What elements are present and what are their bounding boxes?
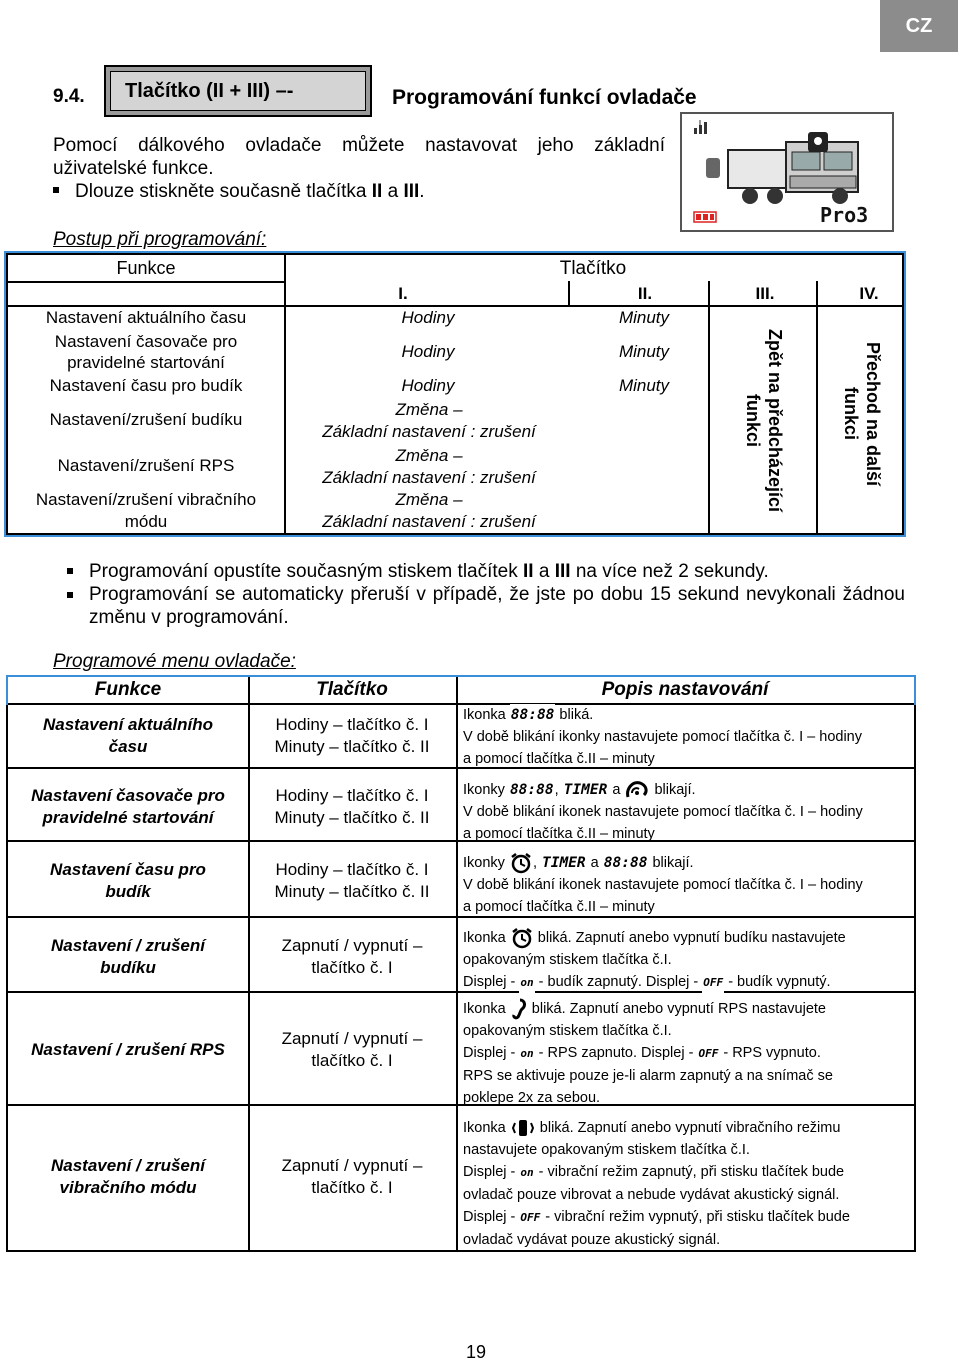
t1-col3-text: Zpět na předcházející funkci bbox=[743, 329, 785, 513]
t2-row6-button: Zapnutí / vypnutí – tlačítko č. I bbox=[281, 1156, 423, 1197]
t1-row6-a: Změna – bbox=[395, 490, 463, 509]
section-button-title: Tlačítko (II + III) –- bbox=[110, 71, 366, 111]
t1-row5-a: Změna – bbox=[395, 446, 463, 465]
t1-row2-function-2: pravidelné startování bbox=[67, 353, 225, 372]
bullet-key2: III bbox=[403, 181, 420, 202]
t1-row3-c1: Hodiny bbox=[401, 376, 455, 395]
section-title: Programování funkcí ovladače bbox=[392, 86, 697, 109]
t2-row1-button: Hodiny – tlačítko č. I Minuty – tlačítko č. II bbox=[274, 715, 430, 756]
bullet-icon bbox=[67, 568, 73, 574]
t2-head-button: Tlačítko bbox=[316, 679, 388, 700]
t2-row5-button: Zapnutí / vypnutí – tlačítko č. I bbox=[281, 1029, 423, 1070]
note1-mid: a bbox=[533, 561, 555, 582]
intro-paragraph bbox=[53, 134, 665, 203]
vibration-icon bbox=[510, 1117, 536, 1139]
t2-row1-description: Ikonka 88:88 bliká. V době blikání ikonky nastavujete pomocí tlačítka č. I – hodiny a pomocí tlačítka č.II – minuty bbox=[463, 704, 908, 770]
note1-key1: II bbox=[523, 561, 534, 582]
t1-head-button: Tlačítko bbox=[559, 258, 627, 279]
t2-row5-description: Ikonka bliká. Zapnutí anebo vypnutí RPS nastavujete opakovaným stiskem tlačítka č.I. Displej - on - RPS zapnuto. Displej - OFF - RPS vypnuto. RPS se aktivuje pouze je-li alarm zapnutý a na snímač se poklepe 2x za sebou. bbox=[463, 998, 908, 1109]
bullet-key1: II bbox=[371, 181, 383, 202]
notes bbox=[67, 560, 905, 629]
t1-row5-b: Základní nastavení : zrušení bbox=[322, 468, 536, 487]
note1-text: Programování opustíte současným stiskem tlačítek bbox=[89, 561, 524, 582]
alarm-clock-icon bbox=[509, 852, 533, 874]
note-2 bbox=[67, 583, 905, 629]
bullet-end: . bbox=[419, 181, 425, 202]
lcd-text: Pro3 bbox=[820, 203, 869, 227]
t1-row2-c2: Minuty bbox=[618, 342, 670, 361]
note1-end: na více než 2 sekundy. bbox=[570, 561, 769, 582]
program-menu-table bbox=[6, 675, 916, 1252]
on-lcd-icon: on bbox=[519, 1043, 534, 1065]
remote-display-image bbox=[680, 112, 894, 232]
bullet-icon bbox=[53, 187, 59, 193]
off-lcd-icon: OFF bbox=[702, 972, 724, 994]
button-function-table bbox=[6, 253, 904, 535]
rps-sensor-icon bbox=[510, 998, 528, 1020]
t2-row4-button: Zapnutí / vypnutí – tlačítko č. I bbox=[281, 936, 423, 977]
bullet-text: Dlouze stiskněte současně tlačítka bbox=[75, 181, 372, 202]
t1-row5-function: Nastavení/zrušení RPS bbox=[57, 456, 235, 475]
t2-row4-description: Ikonka bliká. Zapnutí anebo vypnutí budíku nastavujete opakovaným stiskem tlačítka č.I. Displej - on - budík zapnutý. Displej - OFF - budík vypnutý. bbox=[463, 927, 908, 994]
t1-row3-function: Nastavení času pro budík bbox=[49, 376, 243, 395]
t2-header bbox=[8, 677, 914, 703]
alarm-clock-icon bbox=[510, 927, 534, 949]
t2-row3-button: Hodiny – tlačítko č. I Minuty – tlačítko č. II bbox=[274, 860, 430, 901]
section-button-box bbox=[104, 65, 372, 117]
on-lcd-icon: on bbox=[519, 1162, 534, 1184]
t1-row6-function-1: Nastavení/zrušení vibračního bbox=[35, 490, 257, 509]
t1-row2-c1: Hodiny bbox=[401, 342, 455, 361]
t2-row4-function: Nastavení / zrušení budíku bbox=[50, 936, 205, 977]
off-lcd-icon: OFF bbox=[519, 1207, 541, 1229]
t2-row2-button: Hodiny – tlačítko č. I Minuty – tlačítko č. II bbox=[274, 786, 430, 827]
t2-row6-function: Nastavení / zrušení vibračního módu bbox=[50, 1156, 205, 1197]
t2-row1-function: Nastavení aktuálního času bbox=[42, 715, 214, 756]
timer-lcd-icon: TIMER bbox=[563, 779, 609, 801]
t2-head-function: Funkce bbox=[94, 679, 162, 700]
t1-row1-c2: Minuty bbox=[618, 308, 670, 327]
section-number: 9.4. bbox=[53, 86, 85, 107]
t2-row6-description: Ikonka bliká. Zapnutí anebo vypnutí vibračního režimu nastavujete opakovaným stiskem tlačítka č.I. Displej - on - vibrační režim zapnutý, při stisku tlačítek bude ovladač pouze vibrovat a nebude vydávat akustický signál. Displej - OFF - vibrační režim vypnutý, při stisku tlačítek bude ovladač vydávat pouze akustický signál. bbox=[463, 1117, 908, 1251]
t1-row2-function-1: Nastavení časovače pro bbox=[54, 332, 238, 351]
note2-text: Programování se automaticky přeruší v případě, že jste po dobu 15 sekund nevykonali žádnou změnu v programování. bbox=[89, 584, 905, 628]
clock-lcd-icon: 88:88 bbox=[603, 852, 649, 874]
t1-col-1: I. bbox=[398, 284, 408, 303]
t1-row6-function-2: módu bbox=[124, 512, 168, 531]
t1-row4-a: Změna – bbox=[395, 400, 463, 419]
t2-row2-description: Ikonky 88:88, TIMER a blikají. V době blikání ikonek nastavujete pomocí tlačítka č. I – hodiny a pomocí tlačítka č.II – minuty bbox=[463, 779, 908, 845]
menu-heading: Programové menu ovladače: bbox=[53, 651, 296, 672]
t1-row3-c2: Minuty bbox=[618, 376, 670, 395]
off-lcd-icon: OFF bbox=[697, 1043, 719, 1065]
note1-key2: III bbox=[554, 561, 571, 582]
note-1 bbox=[67, 560, 905, 583]
bullet-icon bbox=[67, 592, 73, 598]
t2-row2-function: Nastavení časovače pro pravidelné startování bbox=[31, 786, 225, 827]
language-badge: CZ bbox=[880, 0, 958, 52]
t1-col-3: III. bbox=[755, 284, 775, 303]
t1-head-function: Funkce bbox=[116, 258, 176, 278]
intro-bullet bbox=[53, 180, 665, 203]
start-engine-icon bbox=[624, 779, 650, 801]
t1-row6-b: Základní nastavení : zrušení bbox=[322, 512, 536, 531]
t2-row3-function: Nastavení času pro budík bbox=[50, 860, 206, 901]
t1-col-4: IV. bbox=[859, 284, 879, 303]
t1-row4-function: Nastavení/zrušení budíku bbox=[49, 410, 243, 429]
t1-row1-function: Nastavení aktuálního času bbox=[45, 308, 247, 327]
clock-lcd-icon: 88:88 bbox=[509, 779, 555, 801]
on-lcd-icon: on bbox=[519, 972, 534, 994]
timer-lcd-icon: TIMER bbox=[541, 852, 587, 874]
t2-head-description: Popis nastavování bbox=[601, 679, 769, 700]
bullet-mid: a bbox=[382, 181, 404, 202]
t1-row4-b: Základní nastavení : zrušení bbox=[322, 422, 536, 441]
t2-row5-function: Nastavení / zrušení RPS bbox=[31, 1040, 225, 1059]
t1-col4-text: Přechod na další funkci bbox=[841, 341, 883, 487]
clock-lcd-icon: 88:88 bbox=[510, 704, 556, 726]
t2-row3-description: Ikonky , TIMER a 88:88 blikají. V době blikání ikonek nastavujete pomocí tlačítka č. I – hodiny a pomocí tlačítka č.II – minuty bbox=[463, 852, 908, 918]
t1-row1-c1: Hodiny bbox=[401, 308, 455, 327]
procedure-heading: Postup při programování: bbox=[53, 229, 267, 250]
page-number: 19 bbox=[466, 1342, 487, 1362]
t1-col-2: II. bbox=[637, 284, 653, 303]
intro-text: Pomocí dálkového ovladače můžete nastavovat jeho základní uživatelské funkce. bbox=[53, 135, 665, 179]
